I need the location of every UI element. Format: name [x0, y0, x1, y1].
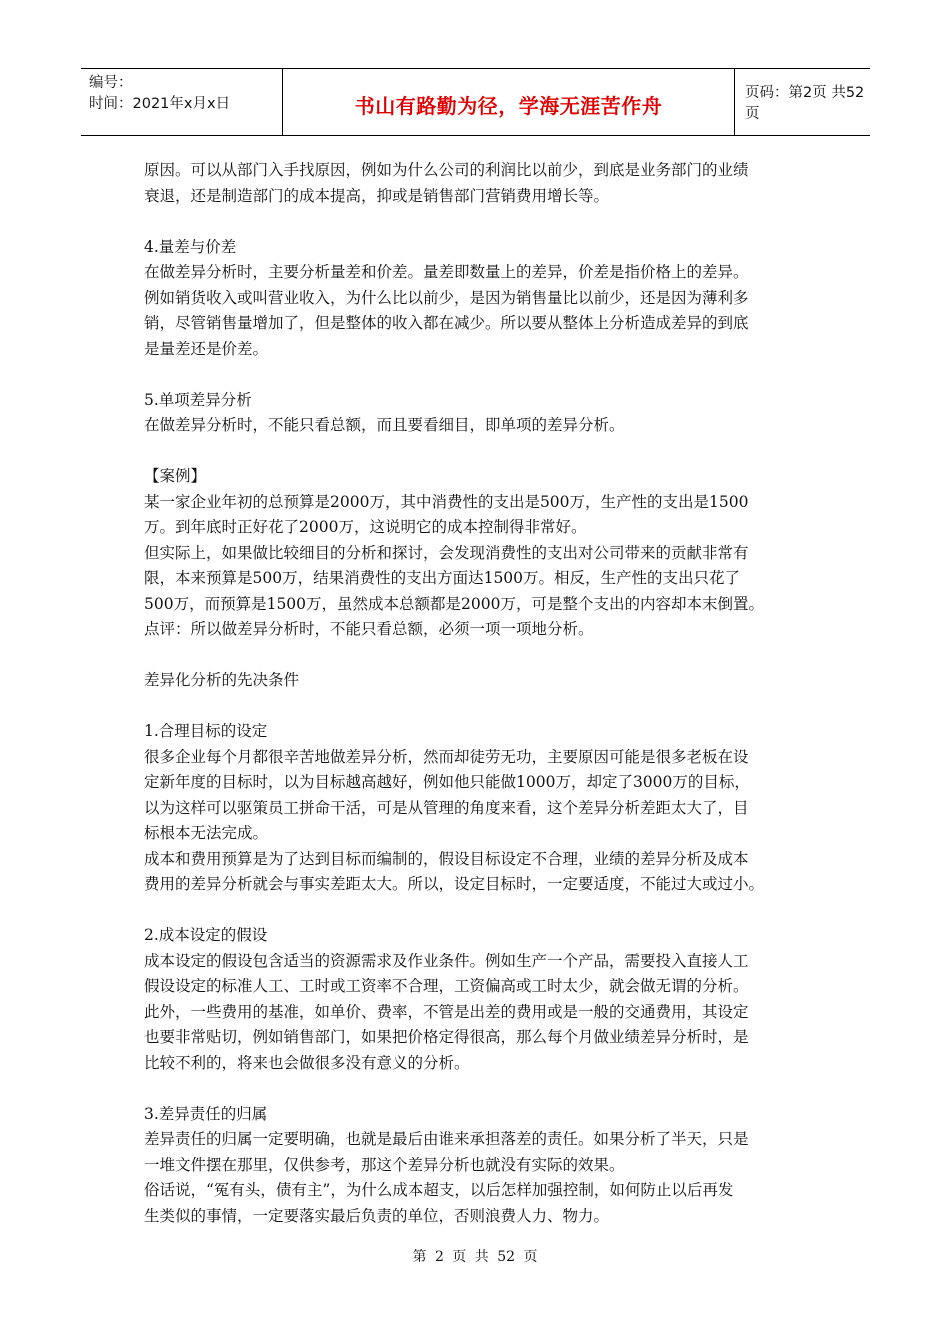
number-label: 编号：: [89, 75, 133, 91]
paragraph-line: 衰退，还是制造部门的成本提高，抑或是销售部门营销费用增长等。: [144, 186, 610, 205]
paragraph-line: 限，本来预算是500万，结果消费性的支出方面达1500万。相反，生产性的支出只花了: [144, 569, 741, 587]
page-info: 页码：第2页 共52页: [745, 85, 865, 122]
paragraph-line: 定新年度的目标时，以为目标越高越好，例如他只能做1000万，却定了3000万的目标，: [144, 773, 750, 791]
motto-text: 书山有路勤为径，学海无涯苦作舟: [354, 93, 663, 118]
case-heading: 【案例】: [144, 467, 207, 485]
paragraph-line: 俗话说，“冤有头，债有主”，为什么成本超支，以后怎样加强控制，如何防止以后再发: [144, 1181, 734, 1199]
footer-page-number: 第 2 页 共 52 页: [412, 1249, 538, 1265]
header-motto-cell: [282, 69, 735, 135]
section-heading: 4.量差与价差: [144, 237, 237, 256]
section-heading: 1.合理目标的设定: [144, 722, 268, 740]
paragraph-line: 在做差异分析时，主要分析量差和价差。量差即数量上的差异，价差是指价格上的差异。: [144, 263, 749, 281]
page-footer: [0, 1246, 950, 1266]
section-heading: 5.单项差异分析: [144, 390, 252, 409]
paragraph-line: 成本和费用预算是为了达到目标而编制的，假设目标设定不合理，业绩的差异分析及成本: [144, 849, 749, 868]
paragraph-line: 点评：所以做差异分析时，不能只看总额，必须一项一项地分析。: [144, 620, 594, 638]
paragraph-line: 很多企业每个月都很辛苦地做差异分析，然而却徒劳无功，主要原因可能是很多老板在设: [144, 747, 749, 766]
paragraph-line: 原因。可以从部门入手找原因，例如为什么公司的利润比以前少，到底是业务部门的业绩: [144, 161, 749, 179]
section-heading: 2.成本设定的假设: [144, 926, 268, 944]
paragraph-line: 是量差还是价差。: [144, 339, 269, 358]
header-page-info-cell: [735, 69, 870, 135]
paragraph-line: 比较不利的，将来也会做很多没有意义的分析。: [144, 1053, 470, 1072]
paragraph-line: 差异责任的归属一定要明确，也就是最后由谁来承担落差的责任。如果分析了半天，只是: [144, 1130, 749, 1148]
paragraph-line: 某一家企业年初的总预算是2000万，其中消费性的支出是500万，生产性的支出是1500: [144, 492, 749, 511]
paragraph-line: 例如销货收入或叫营业收入，为什么比以前少，是因为销售量比以前少，还是因为薄利多: [144, 288, 749, 307]
paragraph-line: 在做差异分析时，不能只看总额，而且要看细目，即单项的差异分析。: [144, 416, 625, 434]
paragraph-line: 生类似的事情，一定要落实最后负责的单位，否则浪费人力、物力。: [144, 1206, 610, 1225]
paragraph-line: 费用的差异分析就会与事实差距太大。所以，设定目标时，一定要适度，不能过大或过小。: [144, 875, 765, 893]
document-body: [144, 158, 808, 1229]
section-heading: 差异化分析的先决条件: [144, 671, 300, 689]
paragraph-line: 500万，而预算是1500万，虽然成本总额都是2000万，可是整个支出的内容却本末倒置。: [144, 594, 764, 613]
paragraph-line: 假设设定的标准人工、工时或工资率不合理，工资偏高或工时太少，就会做无谓的分析。: [144, 977, 749, 995]
section-heading: 3.差异责任的归属: [144, 1104, 268, 1123]
document-header: [81, 68, 870, 136]
paragraph-line: 成本设定的假设包含适当的资源需求及作业条件。例如生产一个产品，需要投入直接人工: [144, 951, 749, 970]
date-line: 时间：2021年x月x日: [89, 96, 231, 112]
paragraph-line: 标根本无法完成。: [144, 824, 269, 842]
paragraph-line: 销，尽管销售量增加了，但是整体的收入都在减少。所以要从整体上分析造成差异的到底: [144, 314, 749, 332]
paragraph-line: 一堆文件摆在那里，仅供参考，那这个差异分析也就没有实际的效果。: [144, 1155, 625, 1174]
paragraph-line: 也要非常贴切，例如销售部门，如果把价格定得很高，那么每个月做业绩差异分析时，是: [144, 1028, 749, 1046]
paragraph-line: 万。到年底时正好花了2000万，这说明它的成本控制得非常好。: [144, 518, 587, 536]
paragraph-line: 以为这样可以驱策员工拼命干活，可是从管理的角度来看，这个差异分析差距太大了，目: [144, 798, 749, 817]
paragraph-line: 此外，一些费用的基准，如单价、费率，不管是出差的费用或是一般的交通费用，其设定: [144, 1002, 749, 1021]
paragraph-line: 但实际上，如果做比较细目的分析和探讨，会发现消费性的支出对公司带来的贡献非常有: [144, 543, 749, 562]
header-meta: [81, 69, 282, 135]
